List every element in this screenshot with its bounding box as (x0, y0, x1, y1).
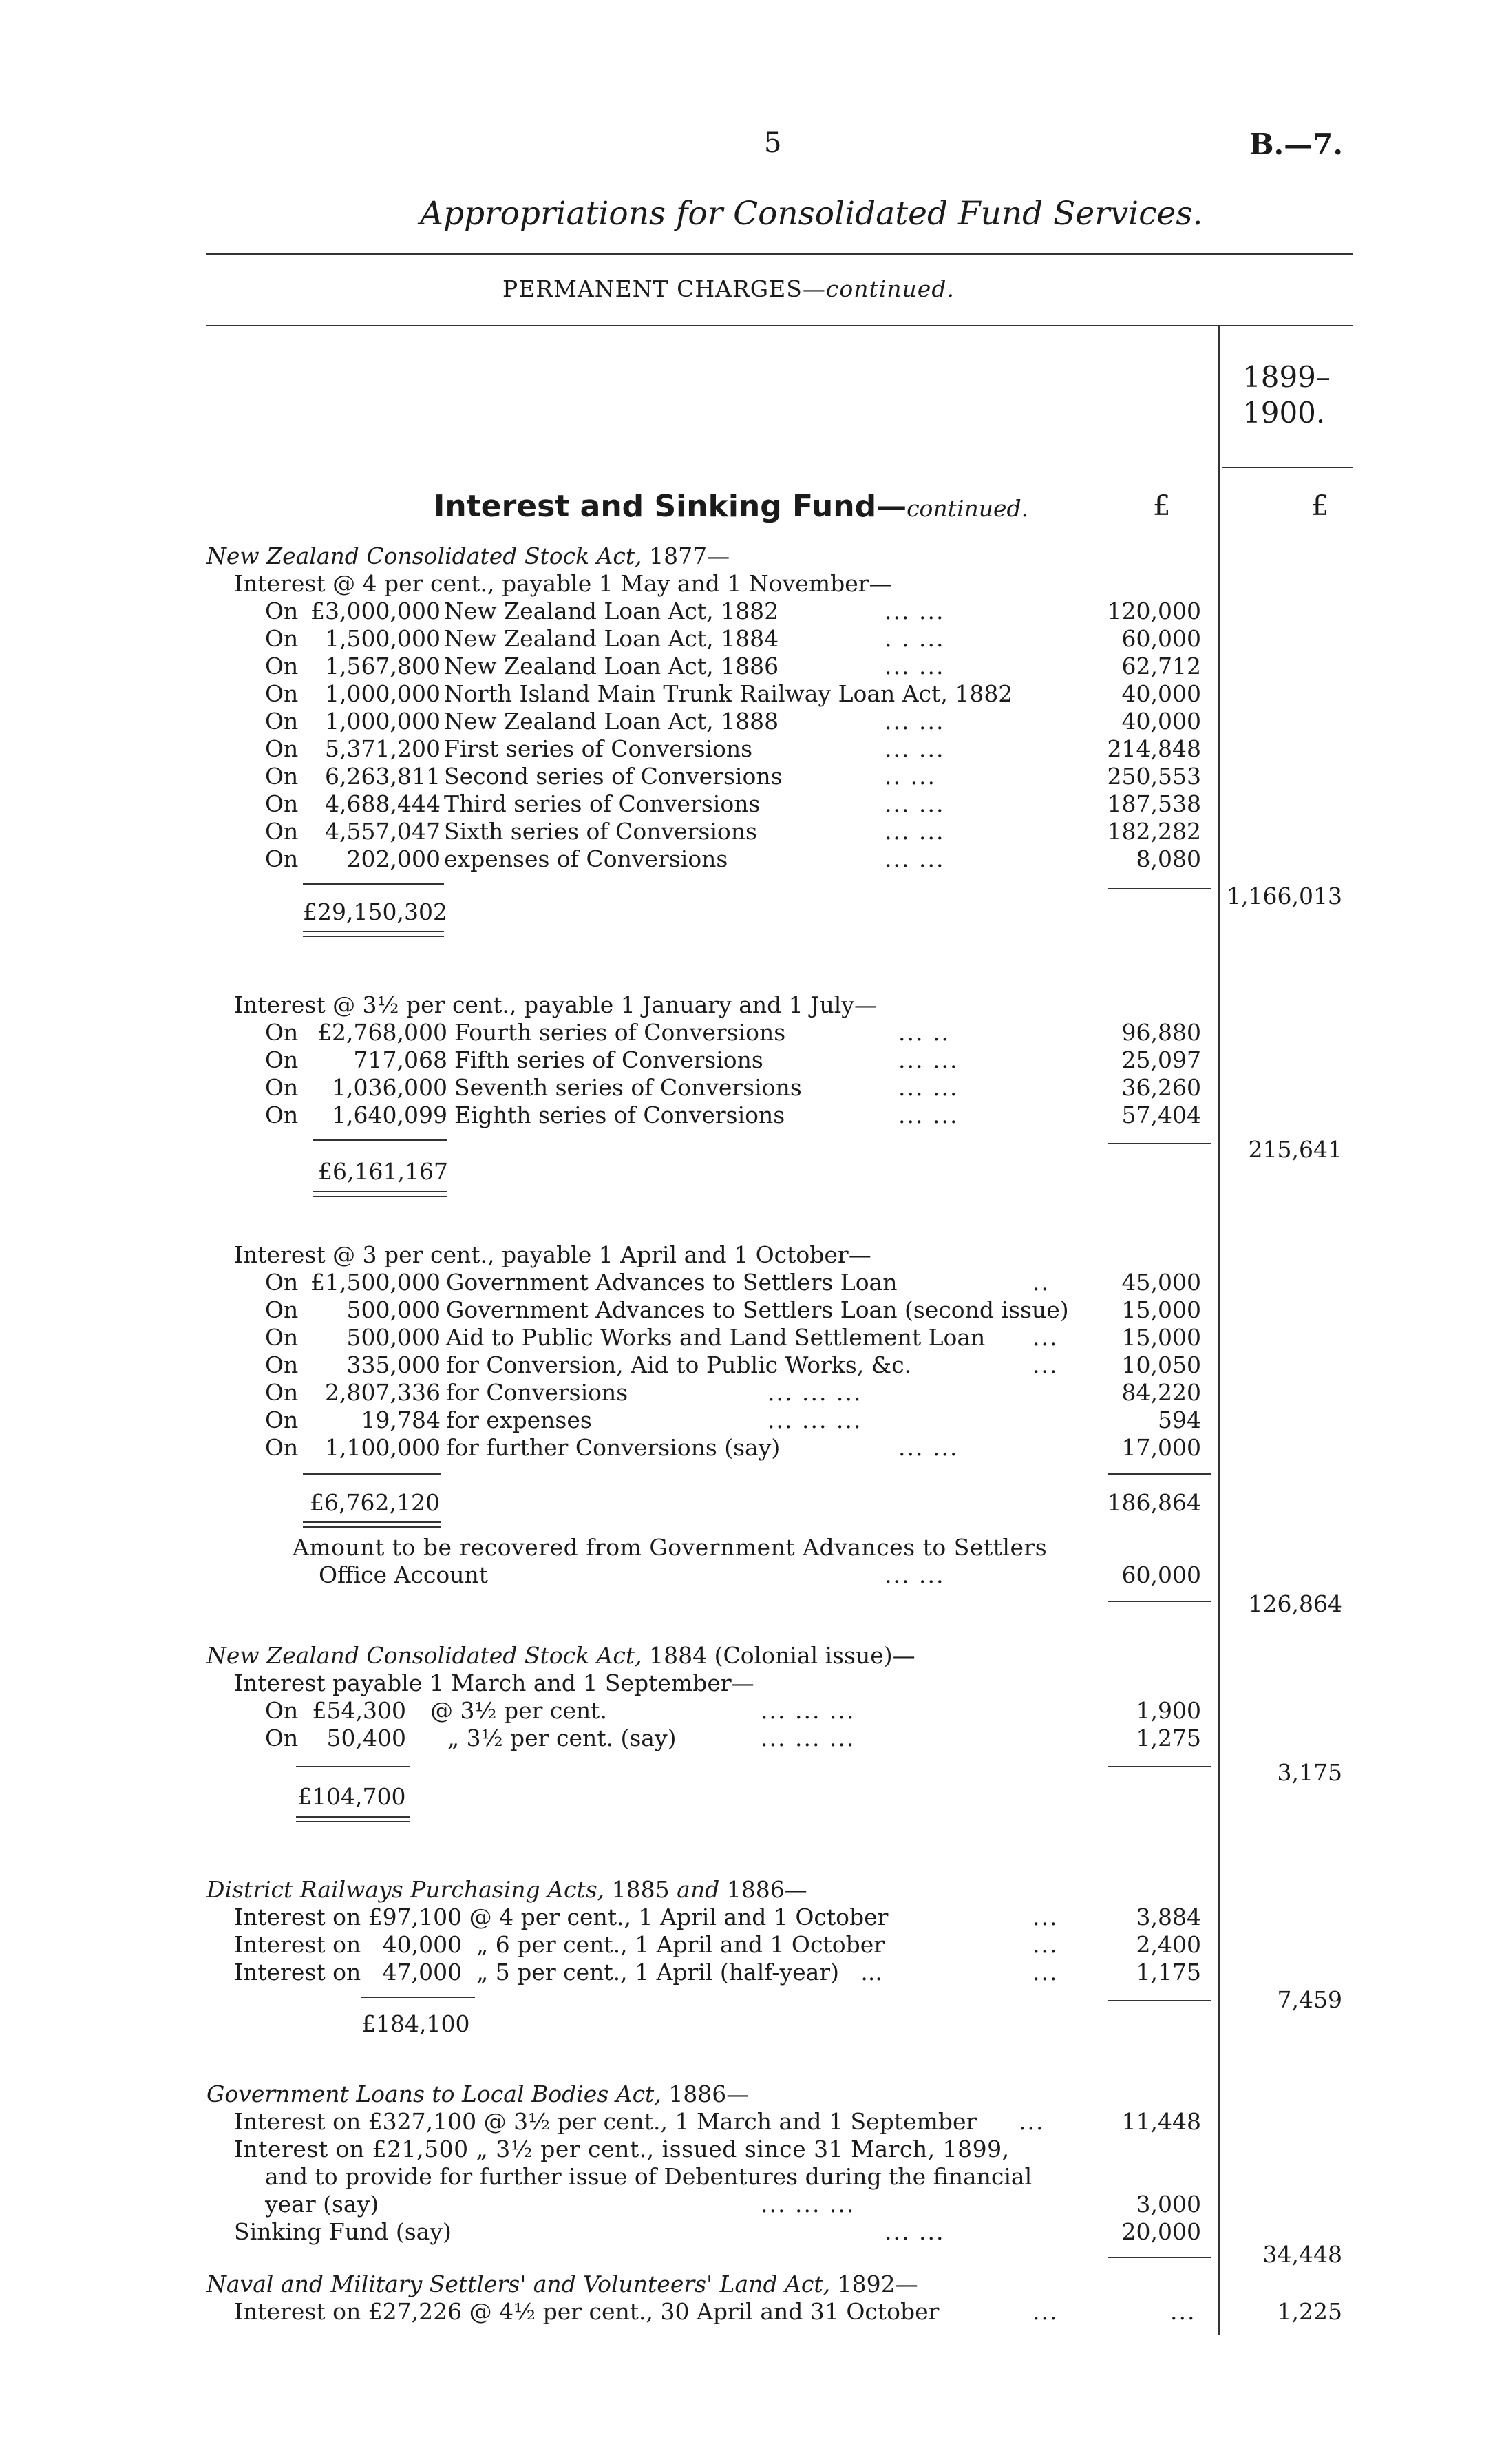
double-rule-1884 (296, 1816, 410, 1822)
rule-year (1222, 467, 1353, 468)
column-total-district: 7,459 (1277, 1986, 1342, 2013)
leader-dots: ... ... (898, 1074, 959, 1101)
interest-amount: 2,400 (1136, 1931, 1201, 1958)
on-label: On (265, 763, 299, 790)
leader-dots: ... (1032, 1931, 1059, 1958)
act-title: New Zealand Consolidated Stock Act, (206, 1642, 642, 1669)
principal-amount: 717,068 (353, 1046, 447, 1073)
leader-dots: ... ... ... (761, 1725, 856, 1751)
act-title: New Zealand Consolidated Stock Act, (206, 543, 642, 569)
act-title: District Railways Purchasing Acts, (206, 1876, 605, 1903)
rule-principal-3 (303, 1473, 441, 1475)
act-year: 1885 (611, 1876, 670, 1903)
rule-subtotal-3 (1108, 1473, 1211, 1475)
principal-amount: 50,400 (326, 1725, 406, 1751)
interest-amount: 62,712 (1121, 653, 1201, 680)
principal-total-3-5: £6,161,167 (318, 1158, 448, 1185)
interest-amount: 120,000 (1107, 598, 1201, 624)
rule-subtotal-1884 (1108, 1766, 1211, 1767)
rule-subtotal-3-5 (1108, 1143, 1211, 1144)
leader-dots: ... ... (885, 818, 945, 845)
principal-amount: 500,000 (346, 1296, 441, 1323)
leader-dots: ... ... (898, 1434, 959, 1461)
rule-principal-3-5 (313, 1139, 447, 1141)
loan-description: Aid to Public Works and Land Settlement Loan (446, 1324, 986, 1351)
on-label: On (265, 1407, 299, 1433)
local-line-1: Interest on £327,100 @ 3½ per cent., 1 March and 1 September (234, 2108, 977, 2135)
interest-amount: 3,884 (1136, 1904, 1201, 1930)
principal-amount: 500,000 (346, 1324, 441, 1351)
principal-amount: £2,768,000 (317, 1019, 447, 1046)
rate-line-4pct: Interest @ 4 per cent., payable 1 May and 1 November— (234, 570, 892, 597)
column-total-1884: 3,175 (1277, 1759, 1342, 1786)
leader-dots: ... ... ... (767, 1379, 862, 1406)
loan-description: for Conversions (446, 1379, 628, 1406)
on-label: On (265, 790, 299, 817)
act-year: 1877— (649, 543, 730, 569)
loan-description: New Zealand Loan Act, 1888 (444, 708, 779, 735)
loan-description: expenses of Conversions (444, 845, 728, 872)
leader-dots: ... ... (885, 708, 945, 735)
leader-dots: ... (1032, 1904, 1059, 1930)
leader-dots: .. (1032, 1269, 1050, 1296)
interest-amount: 8,080 (1136, 845, 1201, 872)
act-heading-local (206, 2081, 749, 2107)
local-line-2: Interest on £21,500 „ 3½ per cent., issued since 31 March, 1899, (234, 2136, 1010, 2162)
local-line-3: and to provide for further issue of Debentures during the financial (265, 2163, 1032, 2190)
principal-amount: 1,036,000 (332, 1074, 447, 1101)
interest-text: Interest on 47,000 „ 5 per cent., 1 April (half-year) ... (234, 1959, 882, 1986)
interest-amount: 60,000 (1121, 625, 1201, 652)
on-label: On (265, 1269, 299, 1296)
page-number: 5 (764, 127, 782, 159)
local-line-4-amount: 3,000 (1136, 2191, 1201, 2218)
on-label: On (265, 818, 299, 845)
interest-amount: 1,175 (1136, 1959, 1201, 1986)
interest-amount: 594 (1158, 1407, 1201, 1433)
principal-amount: £3,000,000 (310, 598, 441, 624)
act-year: 1886— (668, 2081, 750, 2107)
interest-amount: 187,538 (1107, 790, 1201, 817)
leader-dots: ... ... ... (767, 1407, 862, 1433)
loan-description: Sixth series of Conversions (444, 818, 757, 845)
recovery-dots: ... ... (885, 1561, 945, 1588)
interest-amount: 45,000 (1121, 1269, 1201, 1296)
loan-description: New Zealand Loan Act, 1884 (444, 625, 779, 652)
rule-subtotal-1877 (1108, 888, 1211, 889)
leader-dots: ... (1032, 1324, 1059, 1351)
loan-description: Fifth series of Conversions (454, 1046, 763, 1073)
section-title-bold: Interest and Sinking Fund— (434, 489, 907, 524)
principal-amount: 6,263,811 (325, 763, 441, 790)
act-year-2: 1886— (726, 1876, 807, 1903)
column-total-1877: 1,166,013 (1227, 883, 1342, 909)
on-label: On (265, 1725, 299, 1751)
loan-description: Third series of Conversions (444, 790, 761, 817)
interest-amount: 96,880 (1121, 1019, 1201, 1046)
on-label: On (265, 1074, 299, 1101)
principal-amount: 1,500,000 (325, 625, 441, 652)
on-label: On (265, 735, 299, 762)
interest-amount: 1,900 (1136, 1697, 1201, 1724)
interest-rate: „ 3½ per cent. (say) (447, 1725, 677, 1751)
act-and: and (677, 1876, 720, 1903)
paper-reference: B.—7. (1249, 127, 1343, 161)
act-year: 1884 (Colonial issue)— (649, 1642, 915, 1669)
interest-text: Interest on £97,100 @ 4 per cent., 1 April and 1 October (234, 1904, 889, 1930)
leader-dots: ... .. (898, 1019, 950, 1046)
on-label: On (265, 1697, 299, 1724)
interest-amount: 17,000 (1121, 1434, 1201, 1461)
act-heading-1884 (206, 1642, 915, 1669)
local-line-5: Sinking Fund (say) (234, 2218, 452, 2245)
double-rule-1877 (303, 931, 444, 937)
act-title: Government Loans to Local Bodies Act, (206, 2081, 661, 2107)
principal-amount: 335,000 (346, 1351, 441, 1378)
principal-total-3: £6,762,120 (310, 1489, 440, 1516)
principal-amount: 5,371,200 (325, 735, 441, 762)
interest-amount: 40,000 (1121, 708, 1201, 735)
leader-dots: ... ... (885, 790, 945, 817)
loan-description: North Island Main Trunk Railway Loan Act, 1882 (444, 680, 1013, 707)
on-label: On (265, 1434, 299, 1461)
principal-amount: £1,500,000 (310, 1269, 441, 1296)
sub-title-italic: continued. (825, 275, 955, 302)
interest-amount: 84,220 (1121, 1379, 1201, 1406)
interest-amount: 40,000 (1121, 680, 1201, 707)
principal-amount: 202,000 (346, 845, 441, 872)
local-line-4: year (say) (265, 2191, 379, 2218)
rule-subtotal-district (1108, 2000, 1211, 2001)
leader-dots: ... ... (885, 735, 945, 762)
act-heading-1877 (206, 543, 730, 569)
act-year: 1892— (837, 2271, 918, 2297)
leader-dots: ... (1032, 1959, 1059, 1986)
principal-amount: 1,640,099 (332, 1102, 447, 1128)
leader-dots: .. ... (885, 763, 936, 790)
on-label: On (265, 708, 299, 735)
leader-dots: ... ... (898, 1102, 959, 1128)
main-title: Appropriations for Consolidated Fund Services. (420, 195, 1203, 233)
leader-dots: ... ... (885, 598, 945, 624)
rule-header (206, 325, 1353, 326)
column-divider (1218, 325, 1220, 2335)
loan-description: Fourth series of Conversions (454, 1019, 786, 1046)
principal-amount: 1,100,000 (325, 1434, 441, 1461)
interest-amount: 10,050 (1121, 1351, 1201, 1378)
leader-dots: ... ... ... (761, 1697, 856, 1724)
leader-dots: ... (1032, 1351, 1059, 1378)
principal-total-1877: £29,150,302 (303, 898, 447, 925)
interest-amount: 182,282 (1107, 818, 1201, 845)
principal-amount: 2,807,336 (325, 1379, 441, 1406)
loan-description: for expenses (446, 1407, 592, 1433)
pound-sign-totals: £ (1311, 490, 1329, 522)
recovery-line-1: Amount to be recovered from Government Advances to Settlers (293, 1534, 1048, 1561)
recovery-amount: 60,000 (1121, 1561, 1201, 1588)
interest-amount: 36,260 (1121, 1074, 1201, 1101)
loan-description: New Zealand Loan Act, 1886 (444, 653, 779, 680)
leader-dots: ... ... (898, 1046, 959, 1073)
column-total-3-5: 215,641 (1248, 1136, 1342, 1163)
principal-amount: 1,000,000 (325, 708, 441, 735)
interest-amount: 214,848 (1107, 735, 1201, 762)
double-rule-3-5 (313, 1191, 447, 1197)
sub-title (502, 275, 955, 302)
section-title (434, 489, 1028, 524)
loan-description: Seventh series of Conversions (454, 1074, 802, 1101)
interest-amount: 1,275 (1136, 1725, 1201, 1751)
interest-amount: 15,000 (1121, 1296, 1201, 1323)
subtotal-3pct: 186,864 (1107, 1489, 1201, 1516)
pound-sign-amounts: £ (1153, 490, 1171, 522)
on-label: On (265, 1102, 299, 1128)
principal-amount: £54,300 (312, 1697, 406, 1724)
on-label: On (265, 680, 299, 707)
loan-description: First series of Conversions (444, 735, 753, 762)
on-label: On (265, 845, 299, 872)
local-line-1-dots: ... (1019, 2108, 1045, 2135)
rule-top (206, 253, 1353, 255)
loan-description: for further Conversions (say) (446, 1434, 781, 1461)
on-label: On (265, 625, 299, 652)
principal-amount: 1,000,000 (325, 680, 441, 707)
principal-amount: 4,688,444 (325, 790, 441, 817)
local-line-5-amount: 20,000 (1121, 2218, 1201, 2245)
on-label: On (265, 1046, 299, 1073)
on-label: On (265, 1379, 299, 1406)
leader-dots: . . ... (885, 625, 945, 652)
act-title: Naval and Military Settlers' and Volunteers' Land Act, (206, 2271, 831, 2297)
sub-title-roman: PERMANENT CHARGES— (502, 275, 826, 302)
section-title-italic: continued. (907, 495, 1029, 522)
loan-description: Eighth series of Conversions (454, 1102, 785, 1128)
naval-dots-2: ... (1170, 2298, 1196, 2325)
local-line-1-amount: 11,448 (1121, 2108, 1201, 2135)
principal-amount: 1,567,800 (325, 653, 441, 680)
loan-description: Second series of Conversions (444, 763, 783, 790)
interest-amount: 250,553 (1107, 763, 1201, 790)
double-rule-3 (303, 1521, 441, 1528)
rule-recovery (1108, 1601, 1211, 1602)
leader-dots: ... ... (885, 845, 945, 872)
rate-line-3pct: Interest @ 3 per cent., payable 1 April and 1 October— (234, 1241, 871, 1268)
rate-line-1884: Interest payable 1 March and 1 September— (234, 1670, 754, 1696)
loan-description: Government Advances to Settlers Loan (446, 1269, 898, 1296)
principal-total-district: £184,100 (361, 2010, 470, 2037)
naval-line: Interest on £27,226 @ 4½ per cent., 30 April and 31 October (234, 2298, 940, 2325)
leader-dots: ... ... (885, 653, 945, 680)
interest-amount: 57,404 (1121, 1102, 1201, 1128)
interest-amount: 15,000 (1121, 1324, 1201, 1351)
principal-amount: 4,557,047 (325, 818, 441, 845)
principal-amount: 19,784 (361, 1407, 441, 1433)
rule-principal-1877 (303, 883, 444, 885)
loan-description: New Zealand Loan Act, 1882 (444, 598, 779, 624)
rule-principal-district (361, 1997, 475, 1998)
naval-dots: ... (1032, 2298, 1059, 2325)
rule-subtotal-local (1108, 2257, 1211, 2258)
rate-line-3-5pct: Interest @ 3½ per cent., payable 1 January and 1 July— (234, 991, 877, 1018)
loan-description: for Conversion, Aid to Public Works, &c. (446, 1351, 912, 1378)
local-line-4-dots: ... ... ... (761, 2191, 856, 2218)
interest-text: Interest on 40,000 „ 6 per cent., 1 April and 1 October (234, 1931, 885, 1958)
principal-total-1884: £104,700 (297, 1783, 406, 1810)
recovery-line-2: Office Account (319, 1561, 488, 1588)
on-label: On (265, 1324, 299, 1351)
act-heading-naval (206, 2271, 918, 2297)
on-label: On (265, 598, 299, 624)
column-total-local: 34,448 (1262, 2241, 1342, 2268)
on-label: On (265, 1351, 299, 1378)
year-column-header: 1899–1900. (1242, 360, 1331, 430)
on-label: On (265, 1296, 299, 1323)
local-line-5-dots: ... ... (885, 2218, 945, 2245)
column-total-3: 126,864 (1248, 1590, 1342, 1617)
interest-amount: 25,097 (1121, 1046, 1201, 1073)
on-label: On (265, 1019, 299, 1046)
interest-rate: @ 3½ per cent. (430, 1697, 607, 1724)
column-total-naval: 1,225 (1277, 2298, 1342, 2325)
rule-principal-1884 (296, 1766, 410, 1767)
on-label: On (265, 653, 299, 680)
act-heading-district (206, 1876, 807, 1903)
loan-description: Government Advances to Settlers Loan (second issue) (446, 1296, 1069, 1323)
